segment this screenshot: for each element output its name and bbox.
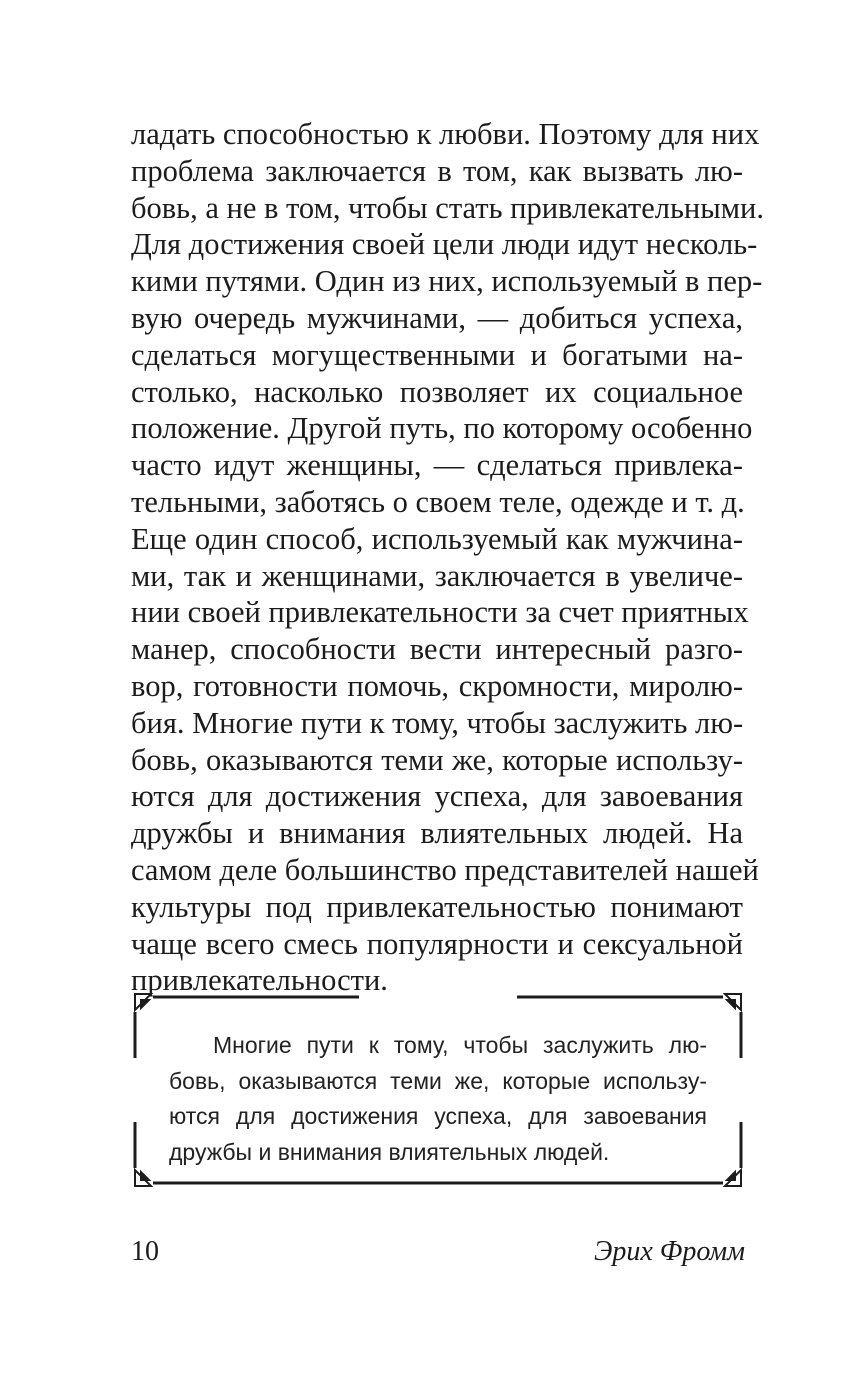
text-line: самом деле большинство представителей нашей — [131, 852, 759, 887]
text-line: бия. Многие пути к тому, чтобы заслужить лю- — [131, 705, 744, 740]
quote-line: бовь, оказываются теми же, которые использу- — [169, 1067, 707, 1094]
text-line: проблема заключается в том, как вызвать лю- — [131, 153, 743, 188]
text-line: нии своей привлекательности за счет приятных — [131, 595, 749, 630]
body-text — [131, 116, 764, 999]
page-number: 10 — [131, 1236, 159, 1267]
quote-line: Многие пути к тому, чтобы заслужить лю- — [213, 1032, 707, 1058]
text-line: культуры под привлекательностью понимают — [131, 889, 743, 924]
text-line: вую очередь мужчинами, — добиться успеха, — [131, 300, 743, 335]
pull-quote-text — [169, 1028, 707, 1170]
text-line: дружбы и внимания влиятельных людей. На — [131, 816, 743, 851]
running-author: Эрих Фромм — [594, 1236, 745, 1267]
text-line: тельными, заботясь о своем теле, одежде и т. д. — [131, 484, 745, 519]
quote-line: дружбы и внимания влиятельных людей. — [169, 1138, 610, 1165]
text-line: сделаться могущественными и богатыми на- — [131, 337, 743, 372]
text-line: манер, способности вести интересный разго- — [131, 632, 743, 667]
text-line: Еще один способ, используемый как мужчина- — [131, 521, 743, 556]
page-footer — [131, 1236, 745, 1276]
text-line: ми, так и женщинами, заключается в увеличе- — [131, 558, 743, 593]
text-line: часто идут женщины, — сделаться привлека- — [131, 448, 743, 483]
text-line: ладать способностью к любви. Поэтому для них — [131, 117, 760, 151]
text-line: Для достижения своей цели люди идут несколь- — [131, 227, 758, 262]
text-line: столько, насколько позволяет их социальное — [131, 374, 743, 409]
text-line: привлекательности. — [131, 963, 388, 998]
text-line: вор, готовности помочь, скромности, миролю- — [131, 668, 743, 703]
pull-quote-box — [131, 990, 745, 1190]
text-line: кими путями. Один из них, используемый в пер- — [131, 264, 763, 299]
text-line: бовь, оказываются теми же, которые использу- — [131, 742, 743, 777]
text-line: ются для достижения успеха, для завоевания — [131, 779, 743, 814]
text-line: чаще всего смесь популярности и сексуальной — [131, 926, 743, 961]
text-line: положение. Другой путь, по которому особенно — [131, 411, 753, 446]
text-line: бовь, а не в том, чтобы стать привлекательными. — [131, 190, 764, 225]
quote-line: ются для достижения успеха, для завоевания — [169, 1103, 707, 1129]
